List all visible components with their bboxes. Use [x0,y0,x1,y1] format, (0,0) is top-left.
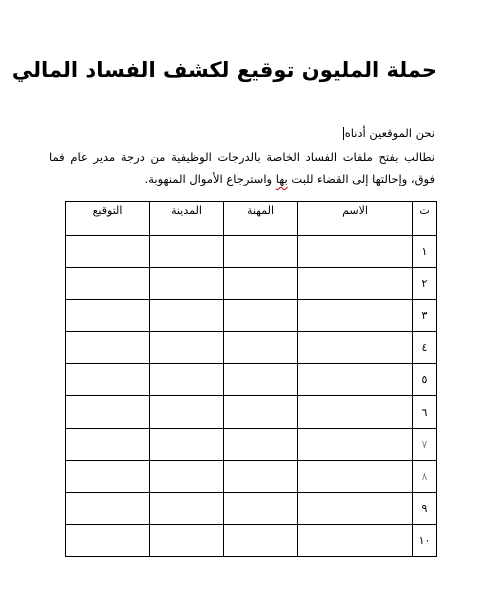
row-number: ١٠ [413,524,437,556]
city-cell[interactable] [150,364,224,396]
profession-cell[interactable] [224,492,298,524]
city-cell[interactable] [150,268,224,300]
signature-table [65,201,437,557]
row-number: ٣ [413,300,437,332]
profession-cell[interactable] [224,460,298,492]
profession-cell[interactable] [224,396,298,428]
row-number: ٨ [413,460,437,492]
name-cell[interactable] [298,300,413,332]
city-cell[interactable] [150,492,224,524]
name-cell[interactable] [298,524,413,556]
profession-cell[interactable] [224,236,298,268]
profession-cell[interactable] [224,524,298,556]
header-signature: التوقيع [66,202,150,236]
signature-cell[interactable] [66,460,150,492]
signature-cell[interactable] [66,364,150,396]
profession-cell[interactable] [224,428,298,460]
profession-cell[interactable] [224,332,298,364]
table-row [66,492,437,524]
row-number: ٤ [413,332,437,364]
signature-cell[interactable] [66,428,150,460]
header-number: ت [413,202,437,236]
table-row [66,332,437,364]
signature-cell[interactable] [66,332,150,364]
name-cell[interactable] [298,268,413,300]
name-cell[interactable] [298,332,413,364]
city-cell[interactable] [150,300,224,332]
city-cell[interactable] [150,428,224,460]
table-row [66,300,437,332]
name-cell[interactable] [298,492,413,524]
row-number: ١ [413,236,437,268]
row-number: ٢ [413,268,437,300]
profession-cell[interactable] [224,300,298,332]
name-cell[interactable] [298,428,413,460]
city-cell[interactable] [150,396,224,428]
request-paragraph [49,146,435,190]
text-cursor [343,127,344,140]
row-number: ٧ [413,428,437,460]
signature-cell[interactable] [66,236,150,268]
city-cell[interactable] [150,236,224,268]
city-cell[interactable] [150,332,224,364]
header-city: المدينة [150,202,224,236]
name-cell[interactable] [298,396,413,428]
signature-cell[interactable] [66,524,150,556]
row-number: ٩ [413,492,437,524]
intro-line [343,122,435,144]
request-text: نطالب بفتح ملفات الفساد الخاصة بالدرجات الوظيفية من درجة مدير عام فما فوق، وإحالتها إلى القضاء للبت [49,150,435,186]
signature-cell[interactable] [66,268,150,300]
header-profession: المهنة [224,202,298,236]
profession-cell[interactable] [224,364,298,396]
table-row [66,396,437,428]
document-title: حملة المليون توقيع لكشف الفساد المالي [11,58,437,82]
city-cell[interactable] [150,524,224,556]
profession-cell[interactable] [224,268,298,300]
signature-cell[interactable] [66,300,150,332]
spellcheck-flagged-word: بها [275,172,288,186]
table-header-row [66,202,437,236]
city-cell[interactable] [150,460,224,492]
table-row [66,364,437,396]
table-row [66,524,437,556]
table-row [66,460,437,492]
row-number: ٥ [413,364,437,396]
intro-text: نحن الموقعين أدناه [344,126,435,140]
name-cell[interactable] [298,460,413,492]
row-number: ٦ [413,396,437,428]
name-cell[interactable] [298,364,413,396]
table-row [66,236,437,268]
signature-cell[interactable] [66,396,150,428]
table-row [66,268,437,300]
request-text-end: واسترجاع الأموال المنهوبة. [144,172,273,186]
table-row [66,428,437,460]
signature-cell[interactable] [66,492,150,524]
header-name: الاسم [298,202,413,236]
name-cell[interactable] [298,236,413,268]
